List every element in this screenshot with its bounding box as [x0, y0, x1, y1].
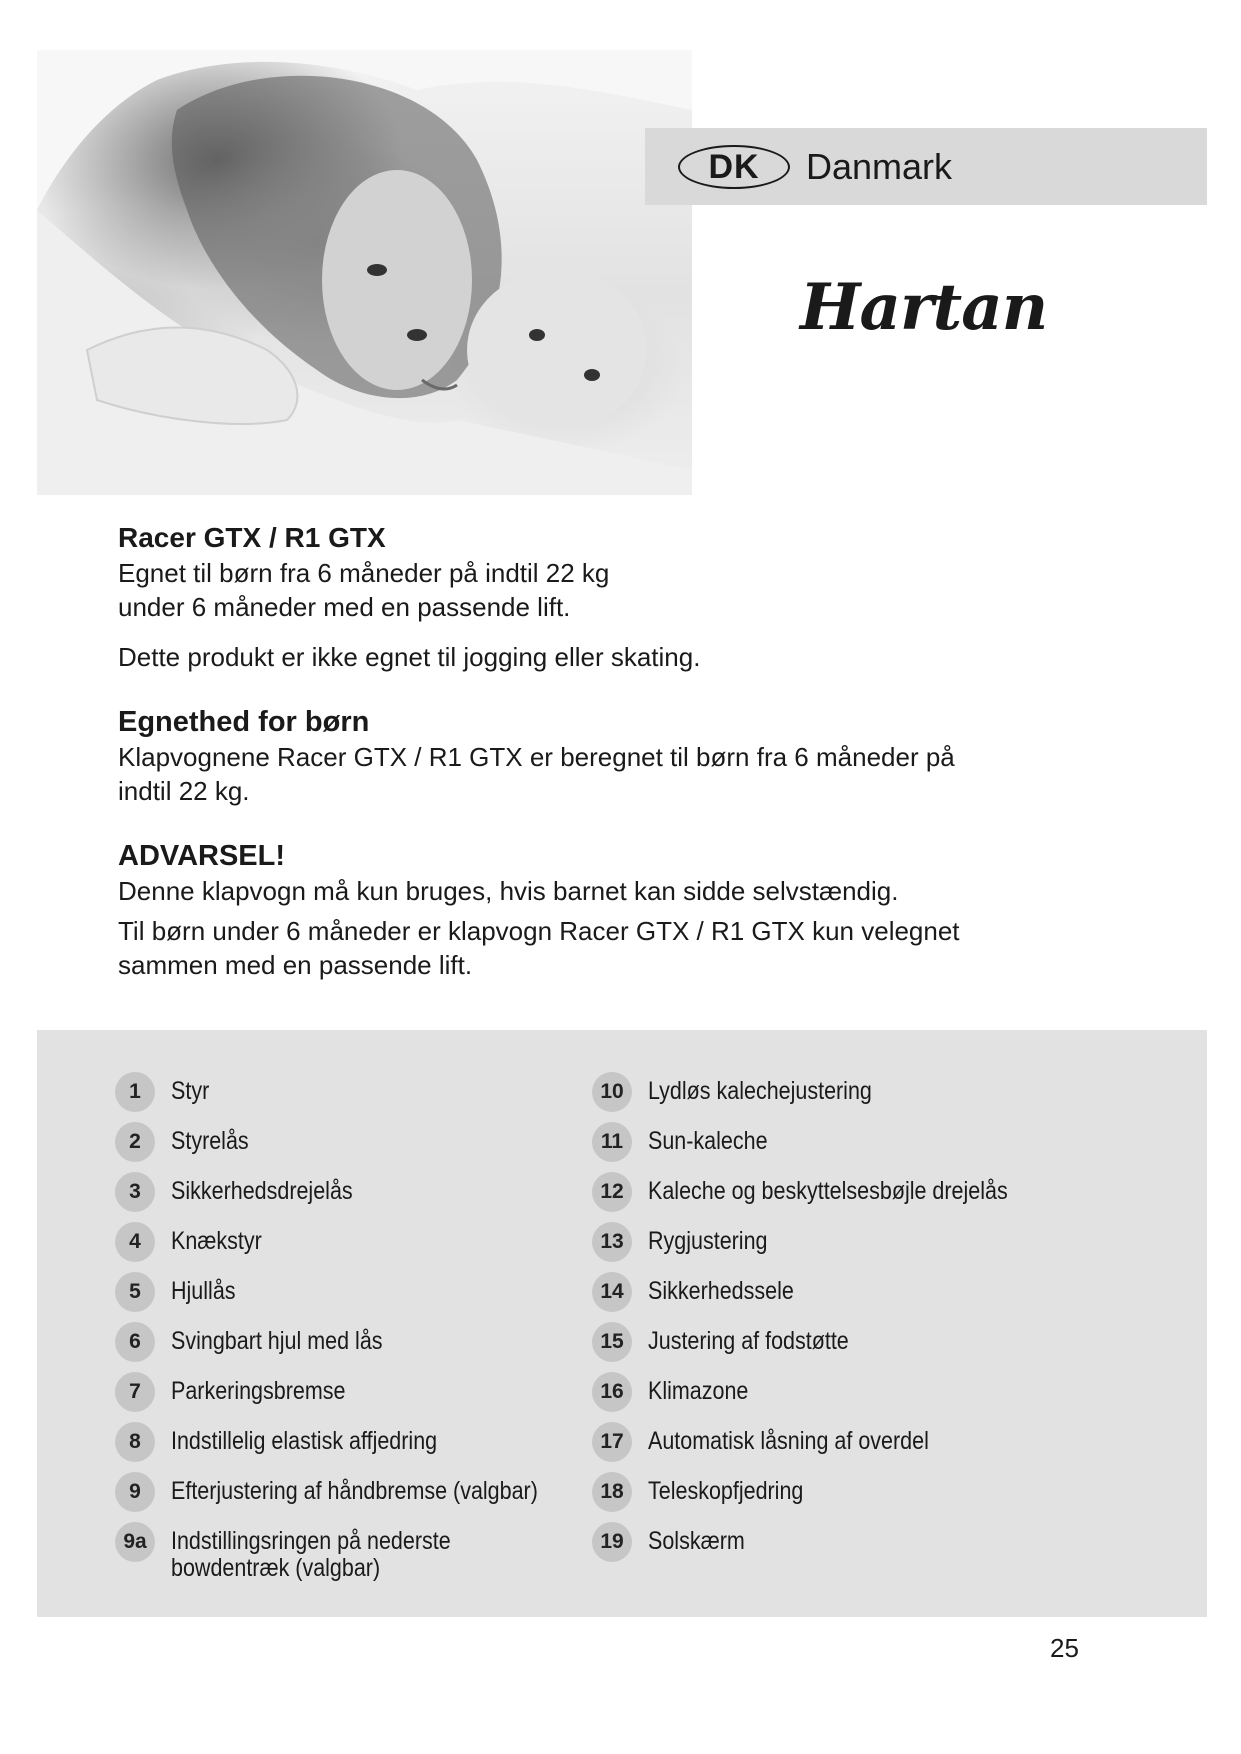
warning-line-2: Til børn under 6 måneder er klapvogn Racer GTX / R1 GTX kun velegnet [118, 916, 960, 946]
part-number-badge: 4 [115, 1222, 155, 1262]
parts-list-item [115, 1222, 585, 1272]
parts-list-item [592, 1172, 1152, 1222]
part-number-badge: 1 [115, 1072, 155, 1112]
part-number-badge: 8 [115, 1422, 155, 1462]
mother-baby-photo [37, 50, 692, 495]
photo-illustration [37, 50, 692, 495]
parts-list-item [115, 1422, 585, 1472]
parts-column-left [115, 1072, 585, 1582]
part-label: Sun-kaleche [648, 1127, 768, 1155]
part-label: Kaleche og beskyttelsesbøjle drejelås [648, 1177, 1008, 1205]
part-label: Solskærm [648, 1527, 745, 1555]
part-label: Parkeringsbremse [171, 1377, 346, 1405]
parts-list-item [115, 1372, 585, 1422]
part-number-badge: 5 [115, 1272, 155, 1312]
parts-list-item [592, 1472, 1152, 1522]
part-number-badge: 16 [592, 1372, 632, 1412]
parts-list-item [592, 1322, 1152, 1372]
parts-list-item [592, 1122, 1152, 1172]
brand-logo-text: Hartan [800, 270, 1048, 345]
part-number-badge: 11 [592, 1122, 632, 1162]
parts-list-item [115, 1322, 585, 1372]
part-label-line-1: Indstillingsringen på nederste [171, 1527, 451, 1555]
part-label: Efterjustering af håndbremse (valgbar) [171, 1477, 538, 1505]
parts-column-right [592, 1072, 1152, 1572]
suitability-line-2: indtil 22 kg. [118, 776, 250, 806]
part-number-badge: 13 [592, 1222, 632, 1262]
parts-list-item [592, 1072, 1152, 1122]
suitability-heading: Egnethed for børn [118, 706, 370, 738]
part-number-badge: 2 [115, 1122, 155, 1162]
part-label: Lydløs kalechejustering [648, 1077, 872, 1105]
part-number-badge: 3 [115, 1172, 155, 1212]
country-code-badge: DK [678, 145, 790, 189]
part-label: Styr [171, 1077, 210, 1105]
part-number-badge: 18 [592, 1472, 632, 1512]
part-label-line-2: bowdentræk (valgbar) [171, 1554, 381, 1582]
intro-note: Dette produkt er ikke egnet til jogging eller skating. [118, 642, 701, 672]
parts-list-item [592, 1422, 1152, 1472]
part-label: Styrelås [171, 1127, 249, 1155]
part-label: Hjullås [171, 1277, 236, 1305]
part-label: Knækstyr [171, 1227, 262, 1255]
part-number-badge: 19 [592, 1522, 632, 1562]
part-label: Teleskopfjedring [648, 1477, 804, 1505]
part-label: Sikkerhedssele [648, 1277, 794, 1305]
parts-list-item [115, 1172, 585, 1222]
suitability-line-1: Klapvognene Racer GTX / R1 GTX er beregnet til børn fra 6 måneder på [118, 742, 955, 772]
part-label: Rygjustering [648, 1227, 768, 1255]
hartan-logo [800, 270, 1060, 380]
parts-list-item [115, 1522, 585, 1582]
parts-list-item [115, 1072, 585, 1122]
part-label [171, 1522, 451, 1582]
part-number-badge: 6 [115, 1322, 155, 1362]
intro-line-2: under 6 måneder med en passende lift. [118, 592, 571, 622]
part-label: Svingbart hjul med lås [171, 1327, 383, 1355]
part-number-badge: 10 [592, 1072, 632, 1112]
parts-list-item [592, 1372, 1152, 1422]
product-title: Racer GTX / R1 GTX [118, 522, 386, 553]
parts-list-item [115, 1272, 585, 1322]
part-number-badge: 14 [592, 1272, 632, 1312]
part-label: Justering af fodstøtte [648, 1327, 849, 1355]
warning-line-3: sammen med en passende lift. [118, 950, 473, 980]
part-label: Sikkerhedsdrejelås [171, 1177, 353, 1205]
warning-line-1: Denne klapvogn må kun bruges, hvis barnet kan sidde selvstændig. [118, 876, 899, 906]
parts-list-item [592, 1222, 1152, 1272]
part-number-badge: 9 [115, 1472, 155, 1512]
intro-line-1: Egnet til børn fra 6 måneder på indtil 22 kg [118, 558, 610, 588]
page-number: 25 [1050, 1633, 1079, 1663]
part-label: Klimazone [648, 1377, 749, 1405]
parts-list-panel [37, 1030, 1207, 1617]
parts-list-item [115, 1122, 585, 1172]
country-name: Danmark [806, 146, 953, 187]
main-text [118, 520, 1078, 982]
part-number-badge: 9a [115, 1522, 155, 1562]
part-label: Automatisk låsning af overdel [648, 1427, 929, 1455]
part-number-badge: 12 [592, 1172, 632, 1212]
part-number-badge: 7 [115, 1372, 155, 1412]
part-number-badge: 15 [592, 1322, 632, 1362]
parts-list-item [115, 1472, 585, 1522]
parts-list-item [592, 1522, 1152, 1572]
part-label: Indstillelig elastisk affjedring [171, 1427, 438, 1455]
parts-list-item [592, 1272, 1152, 1322]
country-banner [645, 128, 1207, 205]
part-number-badge: 17 [592, 1422, 632, 1462]
warning-heading: ADVARSEL! [118, 840, 286, 872]
